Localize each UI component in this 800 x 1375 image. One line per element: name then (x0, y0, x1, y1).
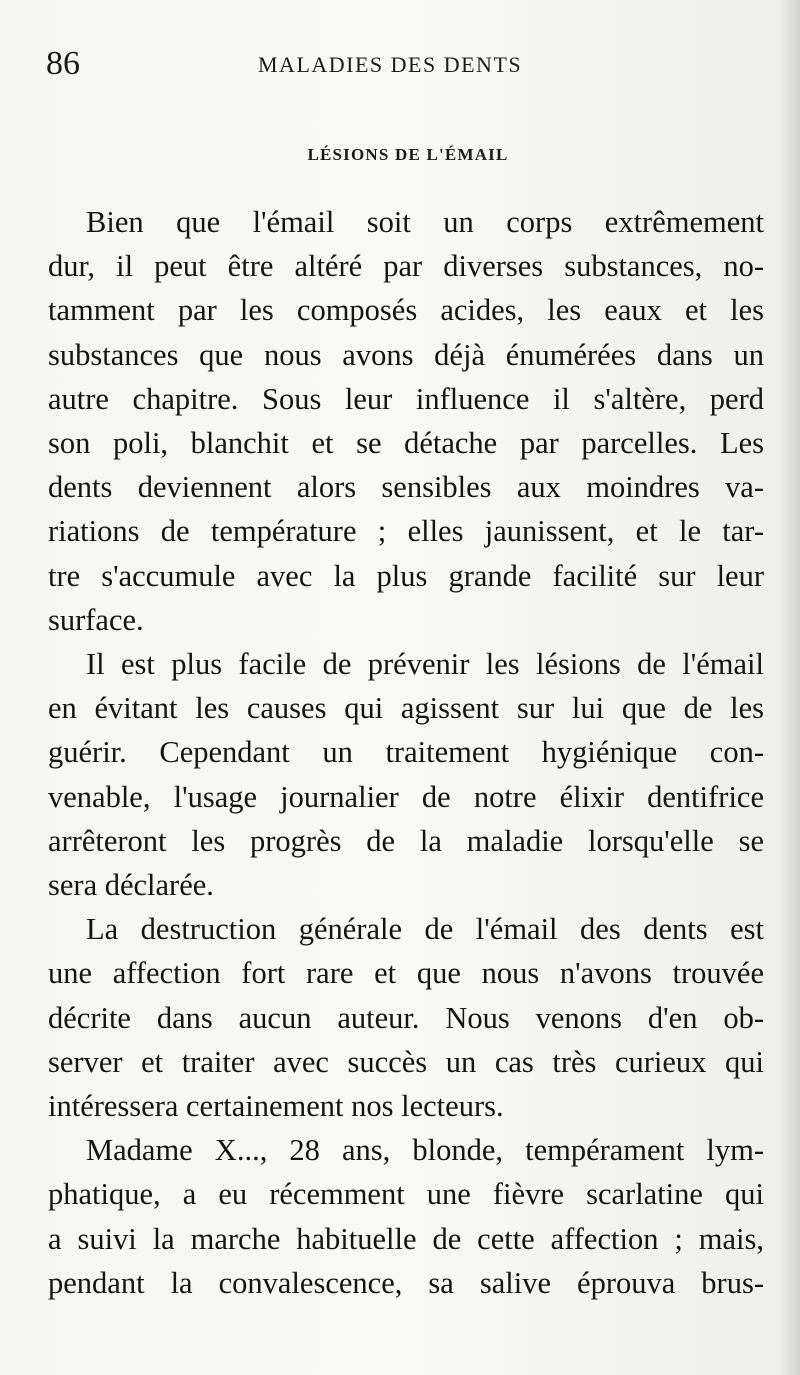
text-line: dents deviennent alors sensibles aux moindres va- (48, 470, 764, 505)
text-line: surface. (48, 602, 144, 637)
text-line: phatique, a eu récemment une fièvre scarlatine qui (48, 1177, 764, 1212)
running-title: MALADIES DES DENTS (258, 52, 523, 77)
text-line: server et traiter avec succès un cas très curieux qui (48, 1044, 764, 1079)
paragraph (48, 1128, 764, 1305)
text-line: pendant la convalescence, sa salive éprouva brus- (48, 1265, 764, 1300)
page-number: 86 (46, 45, 80, 82)
text-line: La destruction générale de l'émail des dents est (86, 912, 764, 947)
paragraph (48, 200, 764, 642)
paragraph (48, 642, 764, 907)
text-line: décrite dans aucun auteur. Nous venons d'en ob- (48, 1000, 764, 1035)
text-line: Bien que l'émail soit un corps extrêmement (86, 205, 764, 239)
text-line: substances que nous avons déjà énumérées dans un (48, 337, 764, 372)
body-text (48, 200, 764, 1305)
text-line: une affection fort rare et que nous n'avons trouvée (48, 956, 764, 991)
text-line: arrêteront les progrès de la maladie lorsqu'elle se (48, 823, 764, 858)
text-line: intéressera certainement nos lecteurs. (48, 1089, 504, 1124)
paragraph (48, 907, 764, 1128)
text-line: son poli, blanchit et se détache par parcelles. Les (48, 426, 764, 461)
text-line: tre s'accumule avec la plus grande facilité sur leur (48, 558, 764, 593)
text-line: Madame X..., 28 ans, blonde, tempérament lym- (86, 1133, 764, 1168)
text-line: dur, il peut être altéré par diverses substances, no- (48, 249, 764, 284)
text-line: autre chapitre. Sous leur influence il s'altère, perd (48, 381, 764, 416)
text-line: tamment par les composés acides, les eaux et les (48, 293, 764, 328)
text-line: en évitant les causes qui agissent sur lui que de les (48, 691, 764, 726)
text-line: venable, l'usage journalier de notre élixir dentifrice (48, 779, 764, 814)
text-line: a suivi la marche habituelle de cette affection ; mais, (48, 1221, 764, 1256)
page-header (46, 44, 746, 84)
text-line: guérir. Cependant un traitement hygiénique con- (48, 735, 764, 770)
text-line: riations de température ; elles jaunissent, et le tar- (48, 514, 764, 549)
section-title: LÉSIONS DE L'ÉMAIL (307, 145, 509, 164)
text-line: sera déclarée. (48, 868, 214, 903)
text-line: Il est plus facile de prévenir les lésions de l'émail (86, 647, 764, 682)
